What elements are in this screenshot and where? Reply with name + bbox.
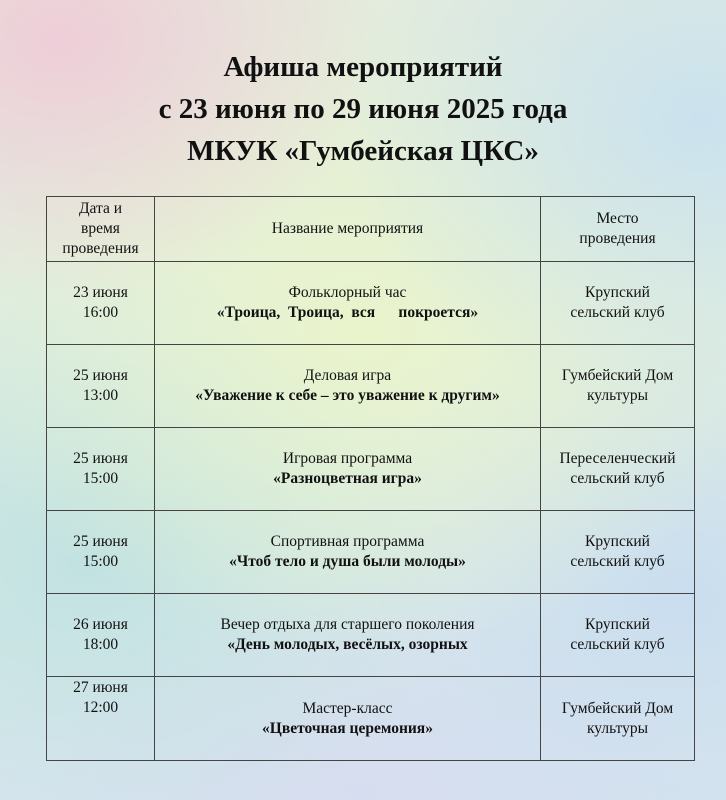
event-place [541,262,695,345]
event-date: 25 июня [73,533,128,550]
event-place [541,677,695,761]
place-line: Крупский [585,284,650,301]
place-line: культуры [586,719,649,737]
event-title: «Цветочная церемония» [262,719,433,737]
event-name [155,345,541,428]
event-title: «Уважение к себе – это уважение к другим» [195,387,500,404]
place-line: сельский клуб [570,553,665,570]
event-date: 25 июня [73,367,128,384]
place-line: культуры [586,387,649,404]
event-type: Игровая программа [282,450,413,467]
event-title: «Разноцветная игра» [273,470,422,487]
header-place-line: Место [596,210,639,227]
place-line: Гумбейский Дом [561,699,674,717]
event-type: Вечер отдыха для старшего поколения [220,616,475,633]
event-time: 15:00 [82,553,119,570]
event-datetime [47,677,155,761]
table-row [47,594,695,677]
place-line: Крупский [585,533,650,550]
events-table [46,196,695,761]
header-date-line: проведения [62,240,139,257]
event-name [155,594,541,677]
event-datetime [47,428,155,511]
place-line: Гумбейский Дом [561,367,674,384]
event-datetime [47,594,155,677]
event-title: «День молодых, весёлых, озорных [227,636,468,653]
table-row [47,345,695,428]
header-place [541,197,695,262]
event-name [155,428,541,511]
event-time: 15:00 [82,470,119,487]
event-type: Спортивная программа [270,533,425,550]
event-name [155,262,541,345]
table-header-row [47,197,695,262]
event-name [155,677,541,761]
header-date-line: Дата и [78,200,123,217]
title-line-1: Афиша мероприятий [223,51,503,83]
event-time: 12:00 [82,699,119,716]
event-type: Деловая игра [303,367,392,384]
event-type: Мастер-класс [302,699,393,717]
event-date: 23 июня [73,284,128,301]
title-line-2: с 23 июня по 29 июня 2025 года [158,93,568,125]
place-line: сельский клуб [570,636,665,653]
event-place [541,428,695,511]
event-time: 16:00 [82,304,119,321]
table-row [47,428,695,511]
header-place-line: проведения [579,230,656,247]
header-name: Название мероприятия [155,197,541,262]
poster-title [0,46,726,172]
place-line: Переселенческий [559,450,676,467]
event-type: Фольклорный час [288,284,407,301]
event-datetime [47,345,155,428]
place-line: Крупский [585,616,650,633]
event-date: 27 июня [73,679,128,696]
event-place [541,594,695,677]
place-line: сельский клуб [570,470,665,487]
event-time: 18:00 [82,636,119,653]
table-row [47,677,695,761]
event-place [541,345,695,428]
table-row [47,262,695,345]
event-date: 25 июня [73,450,128,467]
event-title: «Чтоб тело и душа были молоды» [229,553,466,570]
event-date: 26 июня [73,616,128,633]
place-line: сельский клуб [570,304,665,321]
event-title: «Троица, Троица, вся покроется» [216,304,479,321]
event-datetime [47,262,155,345]
header-date-line: время [81,220,120,237]
table-row [47,511,695,594]
event-place [541,511,695,594]
title-line-3: МКУК «Гумбейская ЦКС» [187,135,539,167]
header-date [47,197,155,262]
event-datetime [47,511,155,594]
event-time: 13:00 [82,387,119,404]
event-name [155,511,541,594]
